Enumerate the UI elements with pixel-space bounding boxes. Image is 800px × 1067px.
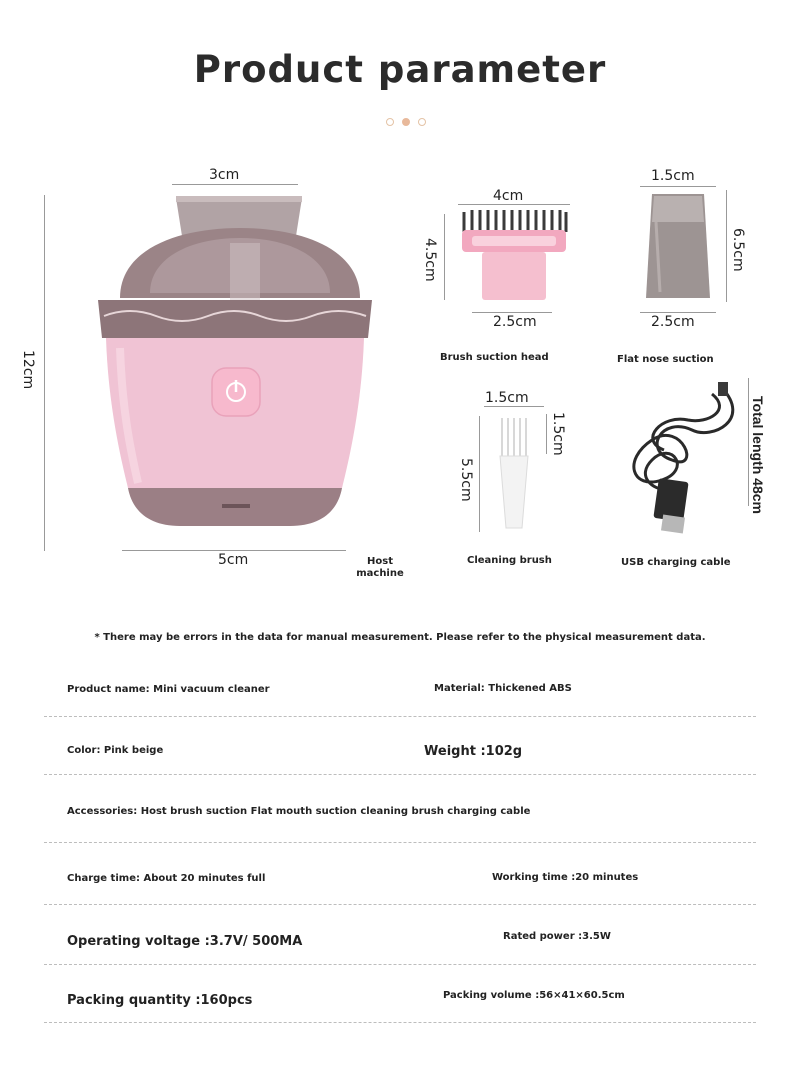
spec-packing-volume: Packing volume :56×41×60.5cm [443, 990, 625, 1001]
cable-length: Total length 48cm [750, 396, 766, 514]
dimension-line [172, 184, 298, 185]
brush-suction-head-image [458, 208, 570, 304]
dimension-line [458, 204, 570, 205]
page-title: Product parameter [193, 48, 607, 91]
spec-rated-power: Rated power :3.5W [503, 931, 611, 942]
row-divider [44, 1022, 756, 1023]
flat-nose-bottom: 2.5cm [651, 314, 695, 330]
dimension-line [640, 312, 716, 313]
spec-packing-quantity: Packing quantity :160pcs [67, 993, 253, 1008]
spec-working-time: Working time :20 minutes [492, 872, 639, 883]
row-divider [44, 964, 756, 965]
row-divider [44, 774, 756, 775]
spec-charge-time: Charge time: About 20 minutes full [67, 873, 266, 884]
dimension-line [546, 414, 547, 454]
decor-dot [418, 118, 426, 126]
cleaning-brush-length: 5.5cm [458, 458, 474, 502]
title-decoration [386, 118, 426, 126]
cleaning-brush-image [492, 416, 536, 532]
dimension-line [444, 214, 445, 300]
flat-nose-suction-image [644, 192, 712, 302]
spec-weight: Weight :102g [424, 744, 523, 759]
decor-dot [386, 118, 394, 126]
host-bottom-width: 5cm [218, 552, 249, 568]
usb-cable-image [612, 380, 752, 540]
brush-head-width: 4cm [493, 188, 524, 204]
cable-label: USB charging cable [621, 557, 731, 568]
row-divider [44, 716, 756, 717]
flat-nose-height: 6.5cm [730, 228, 746, 272]
spec-color: Color: Pink beige [67, 745, 164, 756]
brush-head-label: Brush suction head [440, 352, 549, 363]
dimension-line [122, 550, 346, 551]
dimension-line [484, 406, 544, 407]
flat-nose-top-width: 1.5cm [651, 168, 695, 184]
dimension-line [479, 416, 480, 532]
row-divider [44, 904, 756, 905]
cleaning-brush-label: Cleaning brush [467, 555, 552, 566]
spec-material: Material: Thickened ABS [434, 683, 572, 694]
dimension-line [726, 190, 727, 302]
spec-operating-voltage: Operating voltage :3.7V/ 500MA [67, 934, 303, 949]
host-label: Host machine [356, 556, 404, 579]
host-top-width: 3cm [209, 167, 240, 183]
cleaning-brush-width: 1.5cm [485, 390, 529, 406]
row-divider [44, 842, 756, 843]
dimension-line [472, 312, 552, 313]
spec-accessories: Accessories: Host brush suction Flat mouth suction cleaning brush charging cable [67, 806, 531, 817]
dimension-line [44, 195, 45, 551]
flat-nose-label: Flat nose suction [617, 354, 714, 365]
spec-product-name: Product name: Mini vacuum cleaner [67, 684, 270, 695]
brush-head-height: 4.5cm [422, 238, 438, 282]
brush-head-bottom: 2.5cm [493, 314, 537, 330]
measurement-note: * There may be errors in the data for manual measurement. Please refer to the physical measurement data. [94, 632, 706, 643]
host-height: 12cm [20, 350, 36, 390]
host-machine-image [90, 188, 380, 538]
cleaning-brush-head: 1.5cm [550, 412, 566, 456]
dimension-line [640, 186, 716, 187]
dimension-line [748, 378, 749, 506]
decor-dot [402, 118, 410, 126]
